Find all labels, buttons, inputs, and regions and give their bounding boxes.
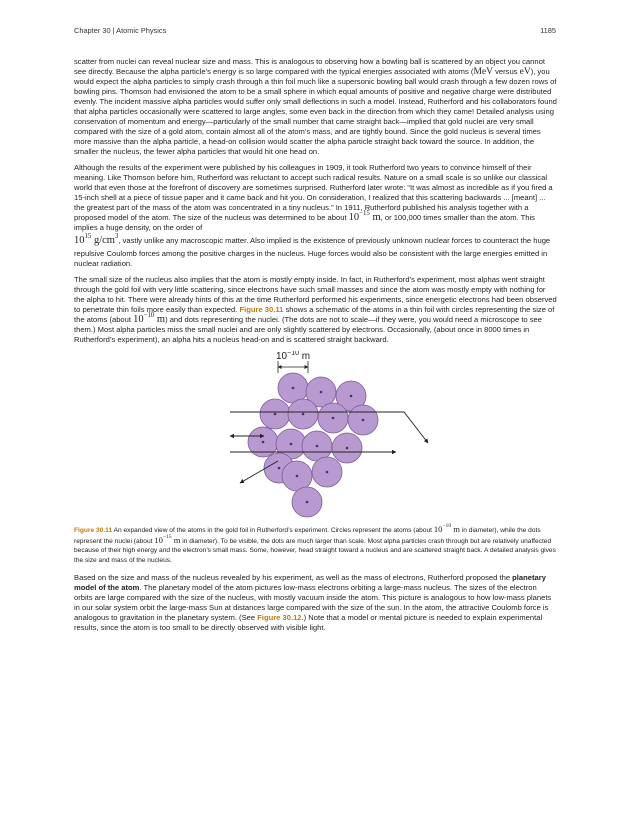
nucleus-dot xyxy=(302,413,305,416)
chapter-title: Chapter 30 | Atomic Physics xyxy=(74,26,167,35)
nucleus-size: $10^{-15}$ m xyxy=(348,210,381,223)
figure-caption: Figure 30.11 An expanded view of the atoms in the gold foil in Rutherford’s experiment. Circles represent the atoms (about $10^{-10}$ m in diameter), while the dots represent the nuclei (about $10^{-15}$ m in diameter). To be visible, the dots are much larger than scale. Most alpha particles crash through but are relatively unaffected because of their high energy and the electron’s small mass. Some, however, head straight toward a nucleus and are scattered straight back. A detailed analysis gives the size and mass of the nucleus. xyxy=(74,523,556,564)
page-number: 1185 xyxy=(540,26,556,35)
planetary-model-term: planetary model of the atom xyxy=(74,573,546,592)
nucleus-dot xyxy=(320,391,323,394)
nucleus-dot xyxy=(274,413,277,416)
figure-30-11-link[interactable]: Figure 30.11 xyxy=(239,305,284,314)
nucleus-dot xyxy=(316,445,319,448)
atom-cluster xyxy=(248,373,378,517)
nucleus-dot xyxy=(278,467,281,470)
gold-foil-diagram xyxy=(74,351,557,521)
unit-ev: eV xyxy=(519,67,531,77)
nucleus-dot xyxy=(290,443,293,446)
nuclear-density: $10^{15}$ $g/cm^3$ xyxy=(74,233,119,246)
figure-30-11 xyxy=(74,351,557,521)
nucleus-dot xyxy=(346,447,349,450)
nucleus-dot xyxy=(326,471,329,474)
unit-mev: MeV xyxy=(473,67,493,77)
paragraph-4: Based on the size and mass of the nucleus revealed by his experiment, as well as the mass of electrons, Rutherford proposed the planetary model of the atom. The planetary model of the atom pictures low-mass electrons orbiting a large-mass nucleus. The sizes of the electron orbits are large compared with the size of the nucleus, with mostly vacuum inside the atom. This picture is analogous to how low-mass planets in our solar system orbit the large-mass Sun at distances large compared with the size of the sun. In the atom, the attractive Coulomb force is analogous to gravitation in the planetary system. (See Figure 30.12.) Note that a model or mental picture is needed to explain experimental results, since the atom is too small to be directly observed with visible light. xyxy=(74,573,552,632)
nucleus-dot xyxy=(292,387,295,390)
atom-size: $10^{-10}$ m xyxy=(133,312,166,325)
paragraph-3: The small size of the nucleus also implies that the atom is mostly empty inside. In fact, in Rutherford’s experiment, most alphas went straight through the gold foil with very little scattering, since electrons have such small masses and since the atom was mostly empty with nothing for the alpha to hit. There were already hints of this at the time Rutherford performed his experiments, since energetic electrons had been observed to penetrate thin foils more easily than expected. Figure 30.11 shows a schematic of the atoms in a thin foil with circles representing the size of the atoms (about $10^{-10}$ m) and dots representing the nuclei. (The dots are not to scale—if they were, you would need a microscope to see them.) Most alpha particles miss the small nuclei and are only slightly scattered by electrons. Occasionally, (about once in 8000 times in Rutherford’s experiment), an alpha hits a nucleus head-on and is scattered straight backward. xyxy=(74,275,557,344)
nucleus-dot xyxy=(262,441,265,444)
figure-30-12-link[interactable]: Figure 30.12 xyxy=(257,613,302,622)
nucleus-dot xyxy=(332,417,335,420)
scale-label: $10^{-10}$ m xyxy=(276,351,311,362)
page-header xyxy=(74,26,556,38)
nucleus-dot xyxy=(296,475,299,478)
nucleus-dot xyxy=(306,501,309,504)
paragraph-2: Although the results of the experiment were published by his colleagues in 1909, it took Rutherford two years to convince himself of their meaning. Like Thomson before him, Rutherford was reluctant to accept such radical results. Nature on a small scale is so unlike our classical world that even those at the forefront of discovery are sometimes surprised. Rutherford later wrote: “It was almost as incredible as if you fired a 15-inch shell at a piece of tissue paper and it came back and hit you. On consideration, I realized that this scattering backwards ... [meant] ... the greatest part of the mass of the atom was concentrated in a tiny nucleus.” In 1911, Rutherford published his analysis together with a proposed model of the atom. The size of the nucleus was determined to be about $10^{-15}$ m, or 100,000 times smaller than the atom. This implies a huge density, on the order of $10^{15}$ $g/cm^3$, vastly unlike any macroscopic matter. Also implied is the existence of previously unknown nuclear forces to counteract the huge repulsive Coulomb forces among the positive charges in the nucleus. Huge forces would also be consistent with the large energies emitted in nuclear radiation. xyxy=(74,163,553,268)
caption-label: Figure 30.11 xyxy=(74,527,113,534)
nucleus-dot xyxy=(362,419,365,422)
paragraph-1: scatter from nuclei can reveal nuclear size and mass. This is analogous to observing how a bowling ball is scattered by an object you cannot see directly. Because the alpha particle’s energy is so large compared with the typical energies associated with atoms (MeV versus eV), you would expect the alpha particles to simply crash through a thin foil much like a supersonic bowling ball would crash through a few dozen rows of bowling pins. Thomson had envisioned the atom to be a small sphere in which equal amounts of positive and negative charge were distributed evenly. The incident massive alpha particles would suffer only small deflections in such a model. Instead, Rutherford and his collaborators found that alpha particles occasionally were scattered to large angles, some even back in the direction from which they came! Detailed analysis using conservation of momentum and energy—particularly of the small number that came straight back—implied that gold nuclei are very small compared with the size of a gold atom, contain almost all of the atom’s mass, and are tightly bound. Since the gold nucleus is several times more massive than the alpha particle, a head-on collision would scatter the alpha particle straight back toward the source. In addition, the smaller the nucleus, the fewer alpha particles that would hit one head on. xyxy=(74,57,557,156)
nucleus-dot xyxy=(350,395,353,398)
page-content xyxy=(74,57,557,639)
